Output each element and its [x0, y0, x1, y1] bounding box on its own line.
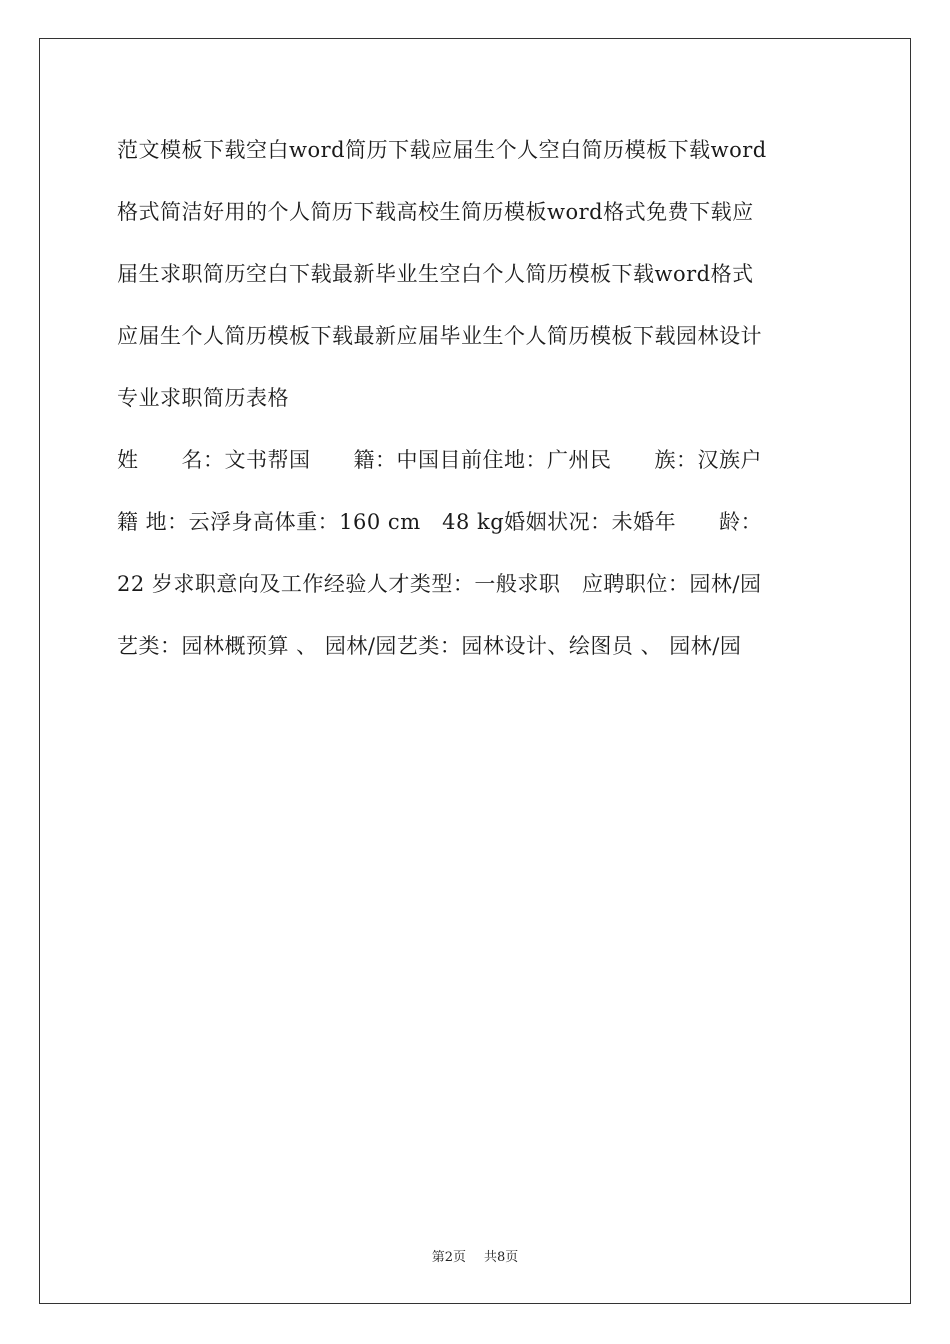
text-line-2: 格式简洁好用的个人简历下载高校生简历模板word格式免费下载应 [117, 200, 754, 224]
text-line-7: 籍 地：云浮身高体重：160 cm 48 kg婚姻状况：未婚年 龄： [117, 510, 763, 534]
text-line-5: 专业求职简历表格 [117, 386, 289, 410]
text-line-6: 姓 名：文书帮国 籍：中国目前住地：广州民 族：汉族户 [117, 448, 762, 472]
page-number: 第2页 [431, 1250, 466, 1265]
text-line-1: 范文模板下载空白word简历下载应届生个人空白简历模板下载word [117, 138, 767, 162]
text-line-9: 艺类：园林概预算 、 园林/园艺类：园林设计、绘图员 、 园林/园 [117, 634, 742, 658]
page-total: 共8页 [484, 1250, 519, 1265]
text-line-3: 届生求职简历空白下载最新毕业生空白个人简历模板下载word格式 [117, 262, 754, 286]
page-footer [0, 1246, 950, 1265]
text-line-4: 应届生个人简历模板下载最新应届毕业生个人简历模板下载园林设计 [117, 324, 762, 348]
text-line-8: 22 岁求职意向及工作经验人才类型：一般求职 应聘职位：园林/园 [117, 572, 762, 596]
document-body [117, 124, 837, 682]
